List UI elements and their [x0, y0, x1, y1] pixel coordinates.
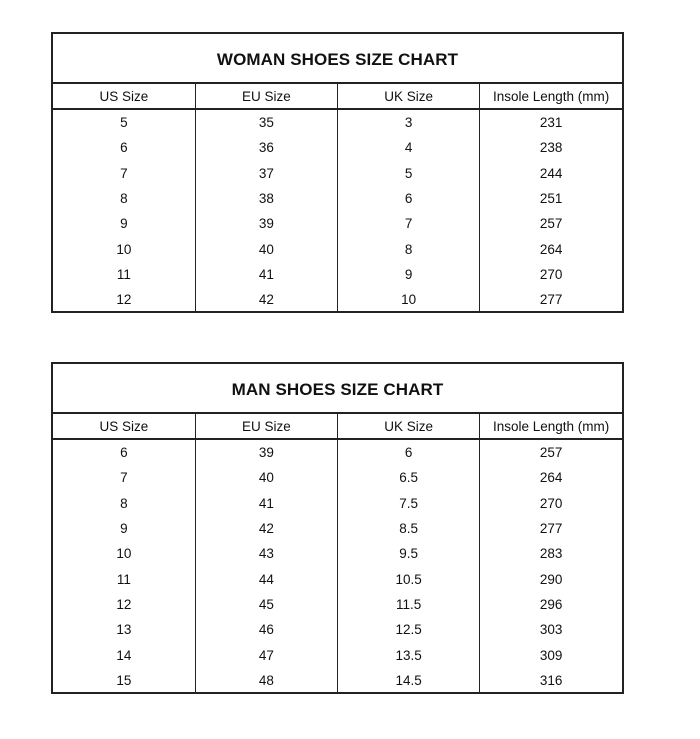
cell-us-size: 6 — [120, 445, 128, 461]
table-row — [53, 109, 622, 135]
cell-us-size: 14 — [116, 647, 132, 663]
table-row — [53, 161, 622, 186]
cell-uk-size: 7 — [338, 211, 480, 236]
cell-insole-length: 251 — [480, 186, 622, 211]
column-header-us-size: US Size — [53, 414, 195, 439]
cell-uk-size: 5 — [338, 161, 480, 186]
column-header-uk-size: UK Size — [338, 414, 480, 439]
cell-insole-length: 238 — [480, 135, 622, 160]
table-row — [53, 211, 622, 236]
cell-insole-length: 257 — [480, 439, 622, 465]
cell-uk-size: 6.5 — [338, 465, 480, 490]
column-header-eu-size: EU Size — [195, 414, 337, 439]
cell-eu-size: 45 — [195, 592, 337, 617]
cell-eu-size: 41 — [195, 491, 337, 516]
cell-eu-size: 37 — [195, 161, 337, 186]
cell-eu-size: 48 — [195, 668, 337, 693]
cell-uk-size: 9.5 — [338, 541, 480, 566]
cell-us-size: 10 — [116, 546, 132, 562]
cell-us-size: 7 — [120, 470, 128, 486]
table-row — [53, 236, 622, 261]
table-row — [53, 491, 622, 516]
cell-uk-size: 10.5 — [338, 566, 480, 591]
cell-insole-length: 277 — [480, 516, 622, 541]
cell-insole-length: 303 — [480, 617, 622, 642]
table-header-row — [53, 414, 622, 439]
table-row — [53, 465, 622, 490]
cell-eu-size: 40 — [195, 465, 337, 490]
cell-us-size: 6 — [120, 140, 128, 156]
cell-eu-size: 40 — [195, 236, 337, 261]
cell-us-size: 12 — [116, 596, 132, 612]
cell-insole-length: 244 — [480, 161, 622, 186]
cell-us-size: 9 — [120, 521, 128, 537]
table-row — [53, 262, 622, 287]
cell-eu-size: 44 — [195, 566, 337, 591]
cell-eu-size: 47 — [195, 642, 337, 667]
cell-insole-length: 316 — [480, 668, 622, 693]
cell-insole-length: 231 — [480, 109, 622, 135]
cell-us-size: 12 — [116, 292, 132, 308]
cell-insole-length: 277 — [480, 287, 622, 312]
cell-uk-size: 8.5 — [338, 516, 480, 541]
cell-uk-size: 3 — [338, 109, 480, 135]
cell-us-size: 8 — [120, 495, 128, 511]
cell-uk-size: 14.5 — [338, 668, 480, 693]
table-row — [53, 668, 622, 693]
man-chart-title: MAN SHOES SIZE CHART — [53, 364, 622, 414]
cell-eu-size: 35 — [195, 109, 337, 135]
cell-insole-length: 290 — [480, 566, 622, 591]
cell-eu-size: 39 — [195, 211, 337, 236]
cell-insole-length: 283 — [480, 541, 622, 566]
woman-size-table — [53, 84, 622, 312]
table-row — [53, 135, 622, 160]
cell-insole-length: 270 — [480, 262, 622, 287]
cell-us-size: 9 — [120, 216, 128, 232]
cell-uk-size: 9 — [338, 262, 480, 287]
table-row — [53, 516, 622, 541]
cell-uk-size: 6 — [338, 186, 480, 211]
cell-uk-size: 4 — [338, 135, 480, 160]
cell-insole-length: 264 — [480, 465, 622, 490]
cell-uk-size: 6 — [338, 439, 480, 465]
man-size-table — [53, 414, 622, 693]
cell-uk-size: 12.5 — [338, 617, 480, 642]
cell-eu-size: 41 — [195, 262, 337, 287]
cell-uk-size: 8 — [338, 236, 480, 261]
cell-uk-size: 7.5 — [338, 491, 480, 516]
cell-insole-length: 270 — [480, 491, 622, 516]
cell-eu-size: 42 — [195, 516, 337, 541]
woman-size-chart — [51, 32, 624, 313]
cell-insole-length: 296 — [480, 592, 622, 617]
column-header-insole-length: Insole Length (mm) — [480, 414, 622, 439]
cell-eu-size: 42 — [195, 287, 337, 312]
cell-eu-size: 38 — [195, 186, 337, 211]
table-row — [53, 439, 622, 465]
cell-insole-length: 309 — [480, 642, 622, 667]
cell-eu-size: 43 — [195, 541, 337, 566]
cell-eu-size: 36 — [195, 135, 337, 160]
cell-us-size: 10 — [116, 241, 132, 257]
cell-eu-size: 46 — [195, 617, 337, 642]
table-row — [53, 642, 622, 667]
cell-us-size: 7 — [120, 165, 128, 181]
cell-us-size: 8 — [120, 191, 128, 207]
cell-insole-length: 257 — [480, 211, 622, 236]
cell-uk-size: 13.5 — [338, 642, 480, 667]
table-row — [53, 186, 622, 211]
column-header-eu-size: EU Size — [195, 84, 337, 109]
cell-uk-size: 10 — [338, 287, 480, 312]
cell-us-size: 13 — [116, 622, 132, 638]
cell-insole-length: 264 — [480, 236, 622, 261]
column-header-uk-size: UK Size — [338, 84, 480, 109]
table-row — [53, 566, 622, 591]
column-header-us-size: US Size — [53, 84, 195, 109]
table-row — [53, 617, 622, 642]
cell-us-size: 5 — [120, 115, 128, 131]
column-header-insole-length: Insole Length (mm) — [480, 84, 622, 109]
table-row — [53, 541, 622, 566]
woman-chart-title: WOMAN SHOES SIZE CHART — [53, 34, 622, 84]
table-row — [53, 592, 622, 617]
cell-us-size: 11 — [116, 571, 131, 587]
cell-us-size: 11 — [116, 266, 131, 282]
table-row — [53, 287, 622, 312]
cell-eu-size: 39 — [195, 439, 337, 465]
cell-us-size: 15 — [116, 672, 132, 688]
table-header-row — [53, 84, 622, 109]
cell-uk-size: 11.5 — [338, 592, 480, 617]
man-size-chart — [51, 362, 624, 694]
